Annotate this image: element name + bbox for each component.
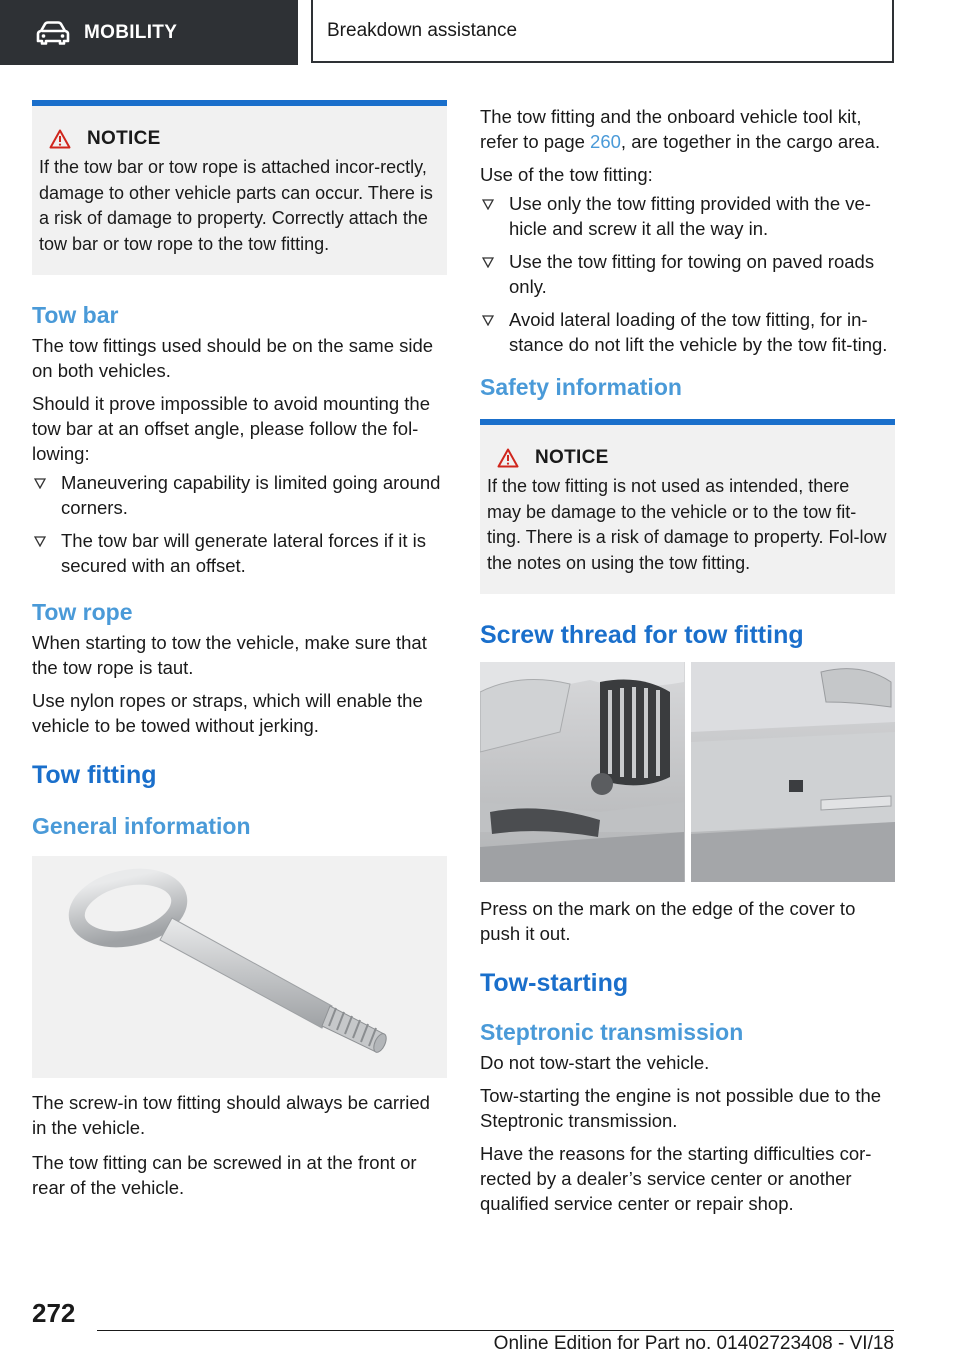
notice-text: If the tow fitting is not used as intended, there may be damage to the vehicle or to the tow fit-ting. There is a risk of damage to property. Fol-low the notes on using the tow fitting. (487, 476, 887, 573)
screw-thread-heading: Screw thread for tow fitting (480, 621, 804, 649)
page-reference-link[interactable]: 260 (590, 131, 621, 152)
front-bumper-illustration (480, 662, 684, 882)
left-column (32, 100, 447, 1200)
tow-rope-p2: Use nylon ropes or straps, which will enable the vehicle to be towed without jerking. (32, 690, 423, 736)
intro-text-start: The tow fitting and the onboard vehicle tool kit, refer to page (480, 106, 862, 152)
general-information-heading: General information (32, 813, 251, 839)
breadcrumb-label: Breakdown assistance (327, 19, 518, 41)
notice-header (487, 447, 887, 469)
triangle-bullet-icon (34, 536, 46, 547)
tow-fitting-p2: The tow fitting can be screwed in at the front or rear of the vehicle. (32, 1152, 417, 1198)
tow-fitting-p1: The screw-in tow fitting should always be carried in the vehicle. (32, 1092, 430, 1138)
tow-fitting-illustration (32, 856, 447, 1078)
tow-bar-heading: Tow bar (32, 302, 119, 328)
safety-information-heading: Safety information (480, 374, 682, 400)
bumper-photo (480, 662, 895, 882)
intro-text (480, 104, 895, 154)
screw-thread-text: Press on the mark on the edge of the cover to push it out. (480, 898, 856, 944)
intro-text-end: , are together in the cargo area. (620, 131, 881, 152)
tow-fitting-heading: Tow fitting (32, 761, 157, 789)
list-item (480, 191, 895, 241)
tow-bar-list (32, 470, 447, 578)
tow-starting-p2: Tow-starting the engine is not possible due to the Steptronic transmission. (480, 1085, 882, 1131)
warning-icon (49, 129, 71, 149)
notice-box (32, 100, 447, 275)
right-column (480, 104, 895, 1216)
tow-eye-icon (32, 856, 447, 1078)
edition-info: Online Edition for Part no. 01402723408 - VI/18 (493, 1333, 894, 1354)
notice-label: NOTICE (535, 447, 609, 468)
header-section-tab (0, 0, 298, 65)
section-title: MOBILITY (84, 21, 178, 43)
tow-rope-p1: When starting to tow the vehicle, make sure that the tow rope is taut. (32, 632, 427, 678)
tow-bar-p1: The tow fittings used should be on the same side on both vehicles. (32, 335, 434, 381)
list-item-text: Avoid lateral loading of the tow fitting, for in-stance do not lift the vehicle by the tow fit-ting. (509, 309, 888, 355)
triangle-bullet-icon (482, 315, 494, 326)
notice-text: If the tow bar or tow rope is attached incor-rectly, damage to other vehicle parts can occur. There is a risk of damage to property. Correctly attach the tow bar or tow rope to the tow fitting. (39, 157, 433, 254)
triangle-bullet-icon (482, 199, 494, 210)
page-number: 272 (32, 1298, 76, 1328)
notice-header (39, 128, 439, 150)
triangle-bullet-icon (482, 257, 494, 268)
breadcrumb (311, 0, 894, 63)
triangle-bullet-icon (34, 478, 46, 489)
rear-bumper-illustration (691, 662, 895, 882)
list-item (32, 528, 447, 578)
use-label: Use of the tow fitting: (480, 164, 653, 185)
notice-box (480, 419, 895, 594)
usage-list (480, 191, 895, 357)
list-item (32, 470, 447, 520)
tow-starting-p3: Have the reasons for the starting difficulties cor-rected by a dealer’s service center or another qualified service center or repair shop. (480, 1143, 872, 1214)
tow-rope-heading: Tow rope (32, 599, 133, 625)
list-item (480, 307, 895, 357)
list-item-text: Use only the tow fitting provided with the ve-hicle and screw it all the way in. (509, 193, 871, 239)
tow-starting-heading: Tow-starting (480, 969, 629, 997)
car-icon (36, 21, 70, 45)
tow-starting-p1: Do not tow-start the vehicle. (480, 1052, 710, 1073)
list-item (480, 249, 895, 299)
footer-divider (97, 1330, 894, 1331)
warning-icon (497, 448, 519, 468)
bumper-photo-right (691, 662, 896, 882)
list-item-text: The tow bar will generate lateral forces if it is secured with an offset. (61, 530, 427, 576)
bumper-photo-left (480, 662, 685, 882)
list-item-text: Use the tow fitting for towing on paved roads only. (509, 251, 875, 297)
tow-bar-p2: Should it prove impossible to avoid mounting the tow bar at an offset angle, please follow the fol-lowing: (32, 393, 430, 464)
steptronic-heading: Steptronic transmission (480, 1019, 744, 1045)
list-item-text: Maneuvering capability is limited going around corners. (61, 472, 441, 518)
notice-label: NOTICE (87, 128, 161, 149)
